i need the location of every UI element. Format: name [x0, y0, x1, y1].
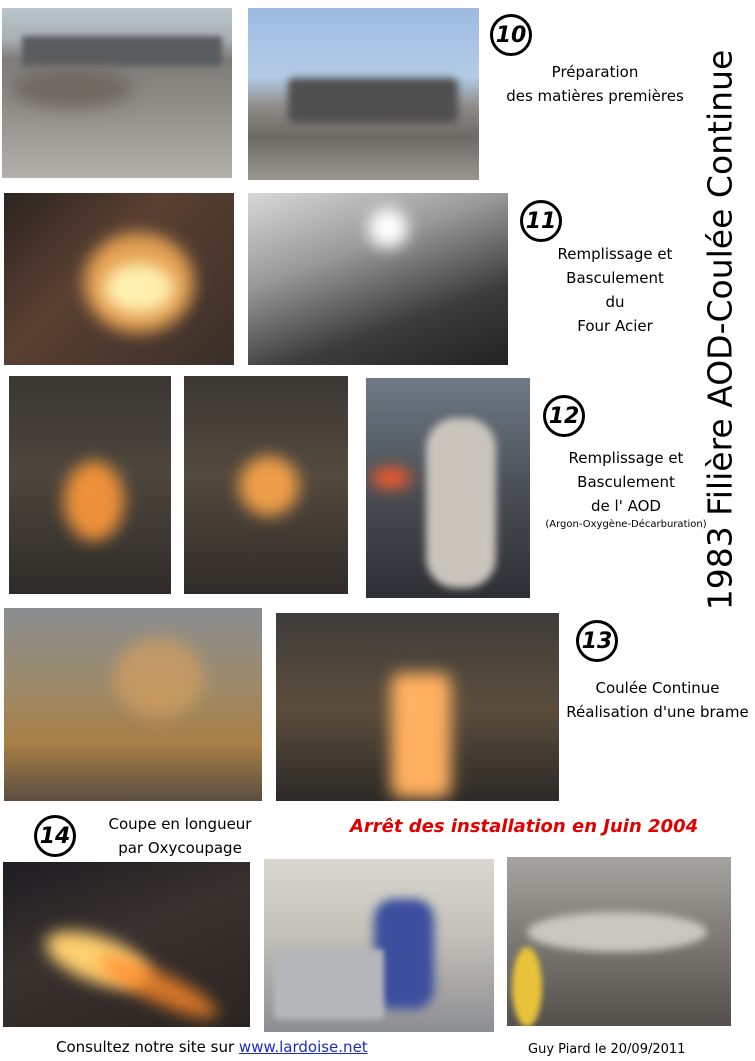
caption-13-line-2: Réalisation d'une brame — [566, 703, 749, 721]
photo-control-room — [264, 859, 494, 1032]
caption-12-line-2: Basculement — [577, 473, 675, 491]
section-number-11: 11 — [520, 200, 562, 242]
caption-11-line-2: Basculement — [566, 269, 664, 287]
footer-prefix: Consultez notre site sur — [56, 1038, 239, 1056]
photo-furnace-pour — [4, 193, 234, 365]
photo-scrap-yard — [2, 8, 232, 178]
section-number-14: 14 — [34, 815, 76, 857]
section-number-13: 13 — [576, 620, 618, 662]
photo-aod-converter-2 — [184, 376, 348, 594]
caption-12 — [535, 446, 717, 532]
photo-furnace-bw — [248, 193, 508, 365]
site-link[interactable]: www.lardoise.net — [238, 1038, 368, 1056]
footer-author: Guy Piard le 20/09/2011 — [528, 1042, 686, 1057]
caption-11-line-4: Four Acier — [577, 317, 653, 335]
caption-12-line-1: Remplissage et — [568, 449, 684, 467]
caption-14-line-2: par Oxycoupage — [118, 839, 242, 857]
caption-10-line-1: Préparation — [551, 63, 639, 81]
caption-13-line-1: Coulée Continue — [595, 679, 720, 697]
photo-slab-production — [276, 613, 559, 801]
section-number-12: 12 — [543, 395, 585, 437]
photo-worker-protective-suit — [366, 378, 530, 598]
caption-12-small: (Argon-Oxygène-Décarburation) — [545, 519, 707, 530]
section-number-10: 10 — [490, 14, 532, 56]
stop-notice: Arrêt des installation en Juin 2004 — [350, 816, 699, 837]
photo-scrap-crane — [248, 8, 479, 180]
caption-10 — [495, 60, 695, 108]
vertical-title: 1983 Filière AOD-Coulée Continue — [700, 49, 740, 611]
caption-10-line-2: des matières premières — [506, 87, 684, 105]
caption-11-line-1: Remplissage et — [557, 245, 673, 263]
photo-decommissioned-rollers — [507, 857, 731, 1026]
caption-11 — [525, 242, 705, 338]
caption-14 — [95, 812, 265, 860]
caption-14-line-1: Coupe en longueur — [108, 815, 252, 833]
caption-13 — [560, 676, 755, 724]
photo-aod-converter-1 — [9, 376, 171, 594]
footer-site — [56, 1038, 368, 1056]
photo-oxy-cutting — [3, 862, 250, 1027]
caption-12-line-3: de l' AOD — [591, 497, 661, 515]
caption-11-line-3: du — [605, 293, 625, 311]
photo-continuous-casting-machine — [4, 608, 262, 801]
